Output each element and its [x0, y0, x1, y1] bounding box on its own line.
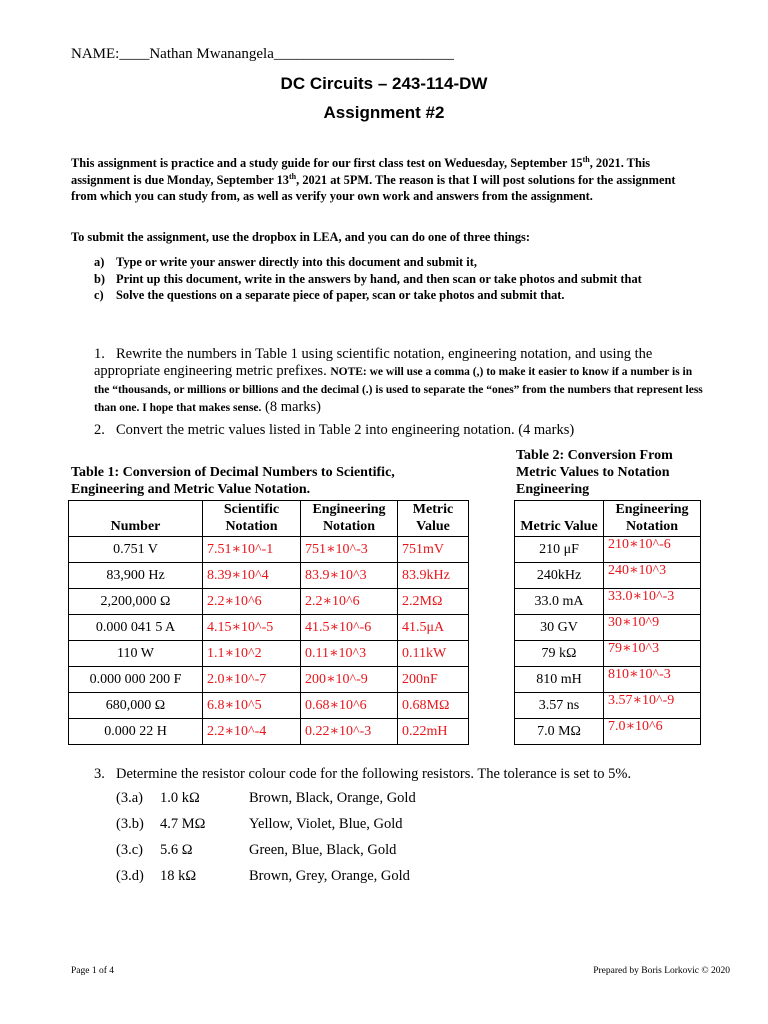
- table1-caption: Table 1: Conversion of Decimal Numbers to Scientific, Engineering and Metric Value Notation.: [71, 465, 395, 497]
- footer-credit: Prepared by Boris Lorkovic © 2020: [593, 966, 730, 976]
- option-label: c): [94, 288, 104, 302]
- table1-answer-cell: 0.68∗10^6: [301, 693, 398, 719]
- table1-number-cell: 2,200,000 Ω: [69, 589, 203, 615]
- table1-row: [69, 719, 469, 745]
- resistor-id: (3.c): [116, 842, 143, 858]
- table1-answer-cell: 0.22∗10^-3: [301, 719, 398, 745]
- table2-body: [515, 537, 701, 745]
- table1-answer-cell: 83.9kHz: [398, 563, 469, 589]
- table2-answer-cell: 240∗10^3: [604, 563, 701, 589]
- table1-answer-cell: 751mV: [398, 537, 469, 563]
- table1-row: [69, 589, 469, 615]
- question-1: [94, 346, 704, 417]
- question-marks: (8 marks): [261, 399, 322, 415]
- table1-answer-cell: 2.2∗10^-4: [203, 719, 301, 745]
- table1: [68, 500, 469, 745]
- question-3: [94, 766, 631, 783]
- table1-row: [69, 667, 469, 693]
- footer-page-number: Page 1 of 4: [71, 966, 115, 976]
- table1-row: [69, 693, 469, 719]
- intro-sup-1: th: [582, 154, 590, 164]
- table2-metric-cell: 210 μF: [515, 537, 604, 563]
- table2-row: [515, 589, 701, 615]
- option-text: Solve the questions on a separate piece of paper, scan or take photos and submit that.: [116, 288, 565, 302]
- document-title: DC Circuits – 243-114-DW: [280, 74, 488, 93]
- table1-number-cell: 0.000 041 5 A: [69, 615, 203, 641]
- submit-options: [94, 254, 714, 304]
- resistor-id: (3.d): [116, 868, 144, 884]
- table1-answer-cell: 6.8∗10^5: [203, 693, 301, 719]
- table2-answer-cell: 33.0∗10^-3: [604, 589, 701, 615]
- table1-answer-cell: 2.2∗10^6: [301, 589, 398, 615]
- table1-header: Number: [69, 501, 203, 537]
- table1-answer-cell: 2.0∗10^-7: [203, 667, 301, 693]
- name-line: NAME:____Nathan Mwanangela________________________: [71, 46, 454, 62]
- table2-row: [515, 615, 701, 641]
- table2-header: Engineering Notation: [604, 501, 701, 537]
- submit-instructions: To submit the assignment, use the dropbox in LEA, and you can do one of three things:: [71, 230, 530, 244]
- resistor-id: (3.b): [116, 816, 144, 832]
- resistor-item: [116, 790, 416, 807]
- table2-header: Metric Value: [515, 501, 604, 537]
- table1-answer-cell: 200nF: [398, 667, 469, 693]
- table1-number-cell: 110 W: [69, 641, 203, 667]
- intro-sup-2: th: [289, 171, 297, 181]
- assignment-title: Assignment #2: [323, 103, 445, 122]
- resistor-item: [116, 816, 403, 833]
- table1-answer-cell: 8.39∗10^4: [203, 563, 301, 589]
- table2-row: [515, 719, 701, 745]
- question-note: NOTE: we will use a comma (,) to make it easier to know if a number is in the “thousands, or millions or billions and the decimal (.) is used to separate the “ones” from the numbers that represent less than one. I hope that makes sense.: [94, 366, 703, 414]
- table2-metric-cell: 7.0 MΩ: [515, 719, 604, 745]
- table1-answer-cell: 7.51∗10^-1: [203, 537, 301, 563]
- table1-number-cell: 83,900 Hz: [69, 563, 203, 589]
- intro-text-2: , 2021. This assignment is due Monday, September 13: [71, 156, 651, 187]
- table2-metric-cell: 79 kΩ: [515, 641, 604, 667]
- question-text: Convert the metric values listed in Table 2 into engineering notation. (4 marks): [116, 422, 575, 438]
- intro-paragraph: [71, 155, 701, 205]
- table1-row: [69, 641, 469, 667]
- table1-answer-cell: 1.1∗10^2: [203, 641, 301, 667]
- intro-text-3: , 2021 at 5PM. The reason is that I will post solutions for the assignment from which you can study from, as well as verify your own work and answers from the assignment.: [71, 172, 676, 203]
- question-number: 3.: [94, 766, 105, 782]
- option-label: a): [94, 255, 105, 269]
- table2-answer-cell: 7.0∗10^6: [604, 719, 701, 745]
- table1-row: [69, 537, 469, 563]
- table1-answer-cell: 41.5∗10^-6: [301, 615, 398, 641]
- table1-row: [69, 615, 469, 641]
- option-a: [94, 254, 714, 271]
- table1-number-cell: 0.751 V: [69, 537, 203, 563]
- table2-metric-cell: 30 GV: [515, 615, 604, 641]
- table1-number-cell: 680,000 Ω: [69, 693, 203, 719]
- table1-answer-cell: 200∗10^-9: [301, 667, 398, 693]
- table1-header: Engineering Notation: [301, 501, 398, 537]
- table2-answer-cell: 3.57∗10^-9: [604, 693, 701, 719]
- table1-answer-cell: 4.15∗10^-5: [203, 615, 301, 641]
- table1-answer-cell: 0.22mH: [398, 719, 469, 745]
- intro-text-1: This assignment is practice and a study guide for our first class test on Weduesday, September 15: [71, 156, 583, 170]
- resistor-code: Green, Blue, Black, Gold: [249, 842, 397, 858]
- table1-header-row: [69, 501, 469, 537]
- resistor-value: 1.0 kΩ: [160, 790, 200, 806]
- table1-number-cell: 0.000 22 H: [69, 719, 203, 745]
- resistor-item: [116, 868, 410, 885]
- question-number: 2.: [94, 422, 105, 438]
- resistor-code: Yellow, Violet, Blue, Gold: [249, 816, 403, 832]
- resistor-id: (3.a): [116, 790, 143, 806]
- resistor-value: 18 kΩ: [160, 868, 197, 884]
- table1-answer-cell: 0.11kW: [398, 641, 469, 667]
- resistor-value: 5.6 Ω: [160, 842, 193, 858]
- table1-answer-cell: 751∗10^-3: [301, 537, 398, 563]
- table1-answer-cell: 41.5μA: [398, 615, 469, 641]
- table1-answer-cell: 0.11∗10^3: [301, 641, 398, 667]
- option-c: [94, 287, 714, 304]
- option-text: Type or write your answer directly into this document and submit it,: [116, 255, 477, 269]
- table1-header: Metric Value: [398, 501, 469, 537]
- table1-header: Scientific Notation: [203, 501, 301, 537]
- table2-answer-cell: 30∗10^9: [604, 615, 701, 641]
- table2: [514, 500, 701, 745]
- option-text: Print up this document, write in the answers by hand, and then scan or take photos and submit that: [116, 271, 642, 286]
- resistor-code: Brown, Grey, Orange, Gold: [249, 868, 410, 884]
- option-b: [94, 271, 714, 288]
- table2-row: [515, 563, 701, 589]
- question-text: Determine the resistor colour code for the following resistors. The tolerance is set to 5%.: [116, 766, 632, 782]
- question-number: 1.: [94, 346, 105, 362]
- table2-answer-cell: 210∗10^-6: [604, 537, 701, 563]
- question-text: Rewrite the numbers in Table 1 using scientific notation, engineering notation, and using the appropriate engineering metric prefixes.: [94, 346, 653, 379]
- table2-metric-cell: 33.0 mA: [515, 589, 604, 615]
- question-2: [94, 422, 574, 439]
- table2-metric-cell: 810 mH: [515, 667, 604, 693]
- table1-row: [69, 563, 469, 589]
- table1-answer-cell: 2.2MΩ: [398, 589, 469, 615]
- table2-row: [515, 693, 701, 719]
- table2-header-row: [515, 501, 701, 537]
- resistor-value: 4.7 MΩ: [160, 816, 206, 832]
- table2-row: [515, 667, 701, 693]
- resistor-item: [116, 842, 396, 859]
- resistor-code: Brown, Black, Orange, Gold: [249, 790, 416, 806]
- option-label: b): [94, 271, 106, 286]
- table1-answer-cell: 0.68MΩ: [398, 693, 469, 719]
- table2-caption: Table 2: Conversion From Metric Values to Notation Engineering: [516, 448, 673, 497]
- table2-metric-cell: 240kHz: [515, 563, 604, 589]
- table1-number-cell: 0.000 000 200 F: [69, 667, 203, 693]
- table2-answer-cell: 810∗10^-3: [604, 667, 701, 693]
- table1-answer-cell: 2.2∗10^6: [203, 589, 301, 615]
- table1-body: [69, 537, 469, 745]
- table2-metric-cell: 3.57 ns: [515, 693, 604, 719]
- table2-row: [515, 537, 701, 563]
- table2-answer-cell: 79∗10^3: [604, 641, 701, 667]
- table2-row: [515, 641, 701, 667]
- table1-answer-cell: 83.9∗10^3: [301, 563, 398, 589]
